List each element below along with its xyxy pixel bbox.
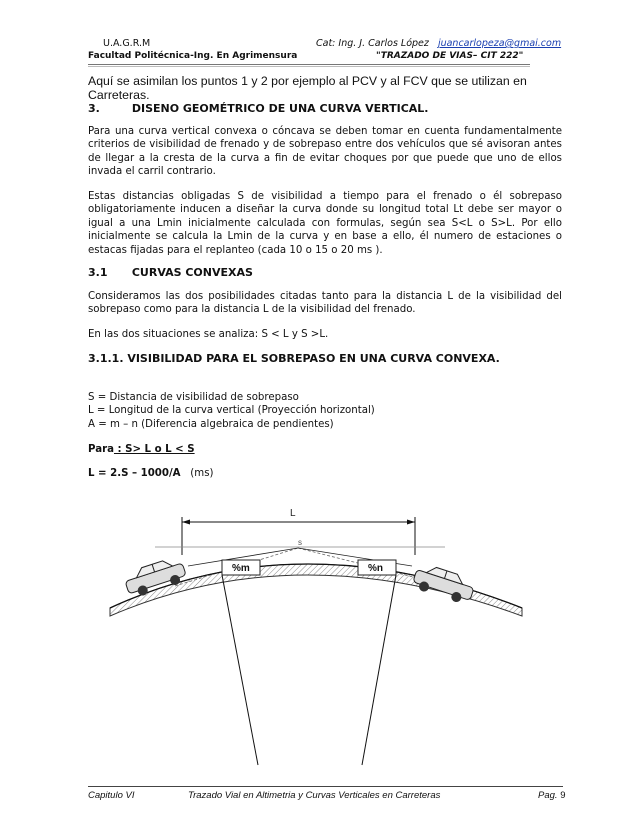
dimension-label-s: s bbox=[298, 538, 302, 547]
footer-divider bbox=[88, 786, 563, 787]
section-3-1-number: 3.1 bbox=[88, 266, 108, 279]
section-3-1-1-heading: 3.1.1. VISIBILIDAD PARA EL SOBREPASO EN UNA CURVA CONVEXA. bbox=[88, 352, 500, 365]
section-3-1-title: CURVAS CONVEXAS bbox=[131, 266, 253, 279]
header-course: "TRAZADO DE VIAS– CIT 222" bbox=[376, 51, 524, 61]
header-email-link[interactable]: juancarlopeza@gmai.com bbox=[437, 38, 562, 49]
footer-page-number: 9 bbox=[560, 790, 566, 801]
footer-title: Trazado Vial en Altimetria y Curvas Verticales en Carreteras bbox=[188, 790, 441, 801]
section-3-1-paragraph-1: Consideramos las dos posibilidades citadas tanto para la distancia L de la visibilidad del sobrepaso como para la distancia L de la visibilidad del frenado. bbox=[88, 291, 562, 316]
intro-text: Aquí se asimilan los puntos 1 y 2 por ejemplo al PCV y al FCV que se utilizan en Carreteras. bbox=[88, 74, 527, 102]
footer-chapter: Capitulo VI bbox=[88, 790, 135, 801]
footer-page-label: Pag. bbox=[538, 790, 558, 801]
grade-label-n: %n bbox=[368, 563, 383, 574]
header-org: U.A.G.R.M bbox=[103, 38, 151, 49]
dimension-label-l: L bbox=[290, 508, 296, 519]
header-author-name: Cat: Ing. J. Carlos López bbox=[316, 38, 429, 49]
arrow-right bbox=[407, 520, 415, 525]
projection-line-left bbox=[222, 575, 258, 765]
footer-page bbox=[538, 790, 565, 801]
condition-label: Para bbox=[88, 444, 114, 455]
section-3-paragraph-2: Estas distancias obligadas S de visibilidad a tiempo para el frenado o él sobrepaso obligatoriamente inducen a diseñar la curva donde su longitud total Lt debe ser mayor o igual a una Lmin inicialmente calculada con formulas, según sea S<L o S>L. Por ello inicialmente se calcula la Lmin de la curva y en base a ello, él numero de estaciones o estacas fijadas para el replanteo (cada 10 o 15 o 20 ms ). bbox=[88, 191, 562, 256]
grade-label-m: %m bbox=[232, 563, 250, 574]
definition-a: A = m – n (Diferencia algebraica de pendientes) bbox=[88, 419, 334, 430]
formula-unit: (ms) bbox=[190, 468, 214, 479]
projection-line-right bbox=[362, 575, 396, 765]
header-faculty: Facultad Politécnica-Ing. En Agrimensura bbox=[88, 51, 298, 61]
definition-l: L = Longitud de la curva vertical (Proyección horizontal) bbox=[88, 405, 375, 416]
formula: L = 2.S – 1000/A bbox=[88, 468, 181, 479]
definition-s: S = Distancia de visibilidad de sobrepaso bbox=[88, 392, 299, 403]
section-3-1-paragraph-2: En las dos situaciones se analiza: S < L y S >L. bbox=[88, 329, 329, 340]
condition-expression: : S> L o L < S bbox=[113, 444, 195, 455]
section-3-number: 3. bbox=[88, 102, 100, 115]
car-right bbox=[411, 562, 476, 606]
section-3-title: DISENO GEOMÉTRICO DE UNA CURVA VERTICAL. bbox=[131, 102, 429, 115]
section-3-paragraph-1: Para una curva vertical convexa o cóncava se deben tomar en cuenta fundamentalmente criterios de visibilidad de frenado y de sobrepaso entre dos vehículos que sé avisoran antes de llegar a la cresta de la curva a fin de evitar choques por que puede que uno de ellos invada el carril contrario. bbox=[88, 126, 562, 178]
arrow-left bbox=[182, 520, 190, 525]
